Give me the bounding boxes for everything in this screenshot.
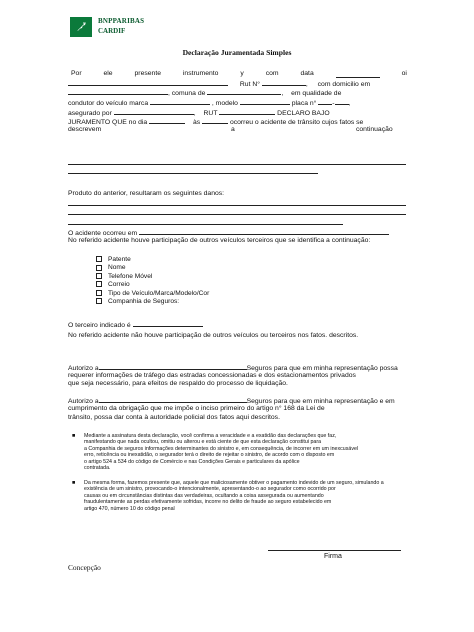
word: com xyxy=(265,70,279,77)
time-label: às xyxy=(192,119,201,126)
checkbox-icon[interactable] xyxy=(96,256,102,262)
signature-line[interactable] xyxy=(268,550,401,551)
word: data xyxy=(300,70,314,77)
rut-label: Rut N° xyxy=(239,81,260,88)
bullet-icon: ■ xyxy=(72,480,76,486)
brand-name: BNPPARIBAS xyxy=(98,17,145,25)
signature-label: Firma xyxy=(324,553,342,560)
name-field[interactable] xyxy=(68,79,228,86)
authorize-2-row: Autorizo a Seguros para que em minha representação e em xyxy=(68,398,395,405)
intro-line-4: condutor do veículo marca , modelo placa n° - , xyxy=(68,100,351,107)
plate-field-2[interactable] xyxy=(335,98,349,105)
domicile-label: com domicilio em xyxy=(317,81,371,88)
quality-label: em qualidade de xyxy=(291,90,342,97)
authorize-2-line-3: trânsito, possa dar conta à autoridade policial dos fatos aqui descritos. xyxy=(68,414,280,421)
checklist-item[interactable]: Patente xyxy=(96,256,209,264)
damages-line[interactable] xyxy=(68,205,406,206)
legal-note-2: ■ Da mesma forma, fazemos presente que, aquele que maliciosamente obtiver o pagamento indevido de um seguro, simulando a existência de um sinistro, provocando-o intencionalmente, apresentando-o ao segurador como ocorrido por causas ou em circunstâncias distintas das verdadeiras, ocultando a coisa assegurada ou aumentando fraudulentamente as perdas efetivamente sofridas, incorre no delito de fraude ao seguro estabelecido em artigo 470, número 10 do código penal xyxy=(72,480,384,512)
checklist-item[interactable]: Tipo de Veículo/Marca/Modelo/Cor xyxy=(96,290,209,298)
rut-field[interactable] xyxy=(262,79,306,86)
word: Por xyxy=(71,70,82,77)
third-indicated-row xyxy=(68,320,203,330)
checkbox-icon[interactable] xyxy=(96,281,102,287)
authorize-1-field[interactable] xyxy=(99,363,247,370)
brand-field[interactable] xyxy=(150,98,210,105)
word: presente xyxy=(134,70,161,77)
checkbox-icon[interactable] xyxy=(96,298,102,304)
date-field[interactable] xyxy=(336,70,380,78)
intro-line-7 xyxy=(68,126,404,134)
third-indicated-field[interactable] xyxy=(133,320,203,327)
document-title: Declaração Juramentada Simples xyxy=(182,48,292,57)
third-party-text: No referido acidente houve participação de outros veículos terceiros que se identifica a continuação: xyxy=(68,237,371,244)
brand-label: condutor do veículo marca xyxy=(68,100,149,107)
authorize-1-line-3: que seja necessário, para efeitos de respaldo do processo de liquidação. xyxy=(68,380,288,387)
model-field[interactable] xyxy=(240,98,290,105)
checklist-item[interactable]: Companhia de Seguros: xyxy=(96,298,209,306)
declare-label: DECLARO BAJO xyxy=(277,110,330,117)
legal-note-1: ■ Mediante a assinatura desta declaração, você confirma a veracidade e a exatidão das declarações que faz, manifestando que nada ocultou, omitiu ou alterou e está ciente de que esta declaração constitui para a Companhia de seguros informações determinantes do sinistro e, em consequência, de incorrer em um inexcusável erro, reticência ou inexatidão, o segurador terá o direito de rejeitar o sinistro, de acordo com o disposto em o artigo 524 a 534 do código de Comércio e nas Condições Gerais e particulares da apólice contratada. xyxy=(72,433,359,472)
intro-line-2: Rut N° , com domicilio em xyxy=(68,79,370,89)
intro-line-3: , comuna de , em qualidade de xyxy=(68,88,341,98)
rut-label-2: RUT xyxy=(203,110,218,117)
third-party-checklist xyxy=(96,256,209,306)
authorize-label: Autorizo a xyxy=(68,365,99,372)
checkbox-icon[interactable] xyxy=(96,273,102,279)
description-line[interactable] xyxy=(68,164,406,165)
authorize-1-row: Autorizo a Seguros para que em minha representação possa xyxy=(68,365,398,372)
checkbox-icon[interactable] xyxy=(96,265,102,271)
footer-label: Concepção xyxy=(68,563,101,572)
word: ele xyxy=(103,70,113,77)
accident-location-label: O acidente ocorreu em xyxy=(68,230,138,237)
day-label: JURAMENTO QUE no dia xyxy=(68,119,148,126)
stars-logo-icon xyxy=(74,20,88,34)
describe-label: descrevem xyxy=(68,126,102,133)
word: instrumento xyxy=(182,70,219,77)
intro-line-5: asegurado por , RUT DECLARO BAJO xyxy=(68,110,330,117)
comuna-field[interactable] xyxy=(207,88,281,95)
word: y xyxy=(240,70,244,77)
plate-field-1[interactable] xyxy=(318,98,332,105)
authorize-2-line-2: cumprimento da obrigação que me impõe o inciso primeiro do artigo n° 168 da Lei de xyxy=(68,405,325,412)
time-field[interactable] xyxy=(202,117,228,124)
authorize-label: Autorizo a xyxy=(68,398,99,405)
model-label: , modelo xyxy=(211,100,238,107)
no-third-text: No referido acidente não houve participação de outros veículos ou terceiros nos fatos. descritos. xyxy=(68,332,359,339)
word: oi xyxy=(401,70,407,77)
description-line[interactable] xyxy=(68,173,318,174)
day-field[interactable] xyxy=(149,117,185,124)
damages-line[interactable] xyxy=(68,224,343,225)
rut-field-2[interactable] xyxy=(219,108,275,115)
comuna-label: comuna de xyxy=(171,90,206,97)
damages-label: Produto do anterior, resultaram os seguintes danos: xyxy=(68,190,225,197)
authorize-1-line-2: requerer informações de tráfego das estradas concessionadas e dos estacionamentos privados xyxy=(68,372,356,379)
word: a xyxy=(231,126,235,133)
checkbox-icon[interactable] xyxy=(96,290,102,296)
checklist-item[interactable]: Telefone Móvel xyxy=(96,273,209,281)
damages-line[interactable] xyxy=(68,214,406,215)
third-indicated-label: O terceiro indicado é xyxy=(68,322,131,329)
checklist-item[interactable]: Nome xyxy=(96,264,209,272)
insured-label: asegurado por xyxy=(68,110,112,117)
word: continuação xyxy=(356,126,393,133)
plate-label: placa n° xyxy=(291,100,317,107)
insurer-field[interactable] xyxy=(114,108,194,115)
brand-subname: CARDIF xyxy=(98,27,126,35)
authorize-2-field[interactable] xyxy=(99,396,247,403)
accident-text: ocorreu o acidente de trânsito cujos fatos se xyxy=(229,119,364,126)
bullet-icon: ■ xyxy=(72,433,76,439)
intro-line-1 xyxy=(71,70,407,78)
address-field[interactable] xyxy=(68,88,168,95)
checklist-item[interactable]: Correio xyxy=(96,281,209,289)
accident-location-field[interactable] xyxy=(139,228,389,235)
